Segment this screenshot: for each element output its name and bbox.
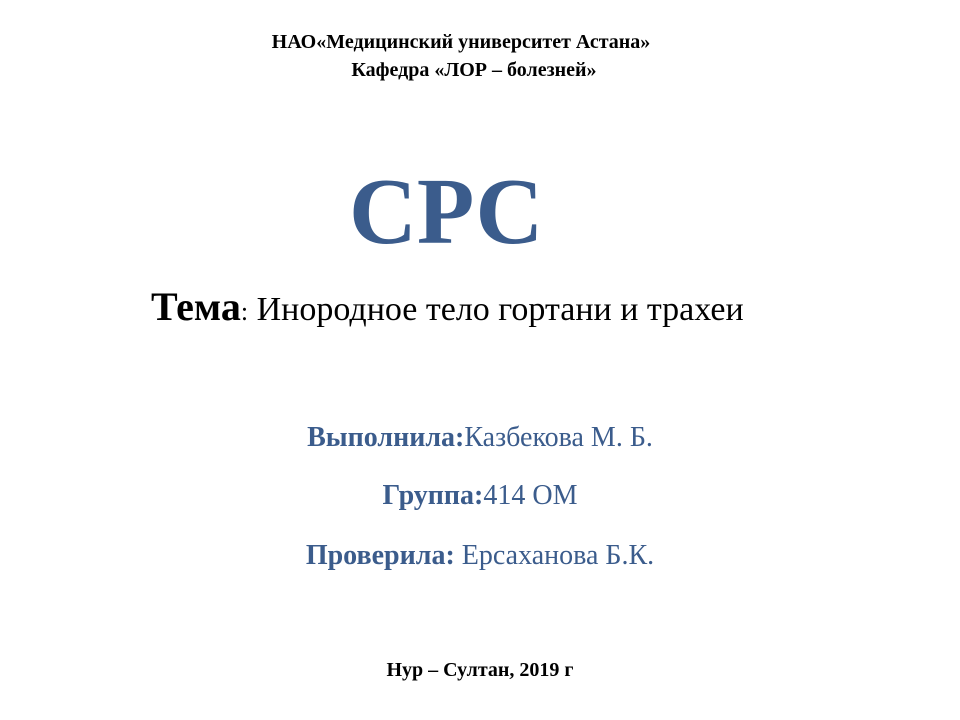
footer-place-year: Нур – Султан, 2019 г (386, 659, 574, 681)
topic-separator: : (240, 297, 249, 326)
group-label: Группа: (382, 480, 484, 511)
checker-line (0, 538, 960, 574)
checker-label: Проверила: (305, 540, 455, 571)
performer-line (0, 420, 960, 456)
topic-label: Тема (151, 284, 241, 329)
department-name: Кафедра «ЛОР – болезней» (351, 59, 597, 81)
university-name: НАО«Медицинский университет Астана» (271, 31, 651, 53)
page-title: СРС (349, 160, 544, 264)
performer-label: Выполнила: (307, 422, 465, 453)
group-value: 414 ОМ (483, 480, 578, 511)
header-block (0, 28, 960, 84)
group-line (0, 478, 960, 514)
performer-value: Казбекова М. Б. (464, 422, 653, 453)
topic-line (151, 282, 744, 337)
checker-value: Ерсаханова Б.К. (454, 540, 655, 571)
topic-value: Инородное тело гортани и трахеи (248, 291, 744, 328)
